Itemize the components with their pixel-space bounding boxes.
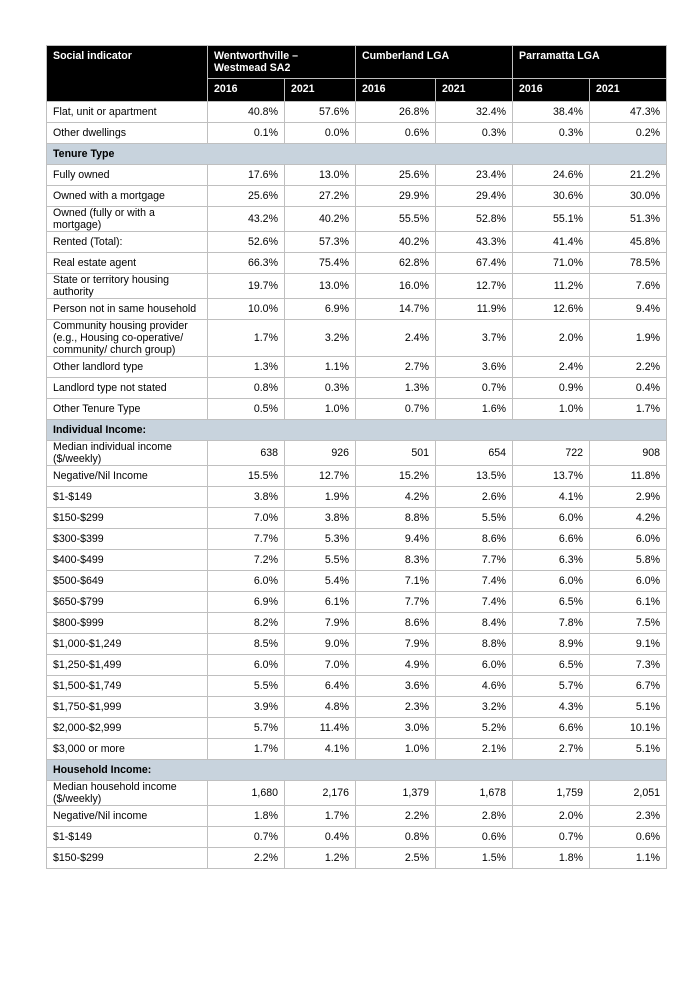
value-cell: 8.2% — [208, 613, 285, 634]
value-cell: 0.3% — [285, 378, 356, 399]
value-cell: 2,051 — [590, 781, 667, 806]
value-cell: 7.0% — [208, 508, 285, 529]
value-cell: 4.6% — [436, 676, 513, 697]
area-header-parramatta: Parramatta LGA — [513, 46, 667, 79]
value-cell: 6.4% — [285, 676, 356, 697]
indicator-label: Flat, unit or apartment — [47, 102, 208, 123]
value-cell: 1.8% — [513, 848, 590, 869]
value-cell: 3.9% — [208, 697, 285, 718]
value-cell: 2.2% — [356, 806, 436, 827]
section-row — [47, 420, 667, 441]
value-cell: 6.9% — [208, 592, 285, 613]
indicator-label: $500-$649 — [47, 571, 208, 592]
value-cell: 45.8% — [590, 232, 667, 253]
indicator-label: $300-$399 — [47, 529, 208, 550]
value-cell: 4.2% — [590, 508, 667, 529]
value-cell: 40.8% — [208, 102, 285, 123]
value-cell: 0.6% — [356, 123, 436, 144]
indicator-column-header: Social indicator — [47, 46, 208, 102]
value-cell: 9.4% — [356, 529, 436, 550]
indicator-label: Other landlord type — [47, 357, 208, 378]
section-row — [47, 144, 667, 165]
value-cell: 1,759 — [513, 781, 590, 806]
value-cell: 2.8% — [436, 806, 513, 827]
table-row — [47, 676, 667, 697]
value-cell: 51.3% — [590, 207, 667, 232]
value-cell: 2.6% — [436, 487, 513, 508]
value-cell: 6.5% — [513, 592, 590, 613]
value-cell: 2,176 — [285, 781, 356, 806]
table-row — [47, 399, 667, 420]
value-cell: 7.9% — [285, 613, 356, 634]
value-cell: 1.8% — [208, 806, 285, 827]
value-cell: 40.2% — [285, 207, 356, 232]
table-row — [47, 299, 667, 320]
section-heading: Individual Income: — [47, 420, 667, 441]
value-cell: 2.4% — [356, 320, 436, 357]
value-cell: 7.7% — [356, 592, 436, 613]
value-cell: 5.4% — [285, 571, 356, 592]
value-cell: 2.9% — [590, 487, 667, 508]
value-cell: 11.8% — [590, 466, 667, 487]
value-cell: 2.2% — [208, 848, 285, 869]
value-cell: 5.8% — [590, 550, 667, 571]
value-cell: 0.9% — [513, 378, 590, 399]
table-row — [47, 781, 667, 806]
value-cell: 3.0% — [356, 718, 436, 739]
table-row — [47, 634, 667, 655]
table-row — [47, 655, 667, 676]
value-cell: 10.1% — [590, 718, 667, 739]
value-cell: 5.3% — [285, 529, 356, 550]
value-cell: 3.2% — [436, 697, 513, 718]
value-cell: 8.6% — [436, 529, 513, 550]
indicator-label: Person not in same household — [47, 299, 208, 320]
value-cell: 55.1% — [513, 207, 590, 232]
value-cell: 1.9% — [590, 320, 667, 357]
value-cell: 13.0% — [285, 165, 356, 186]
value-cell: 2.0% — [513, 320, 590, 357]
table-row — [47, 848, 667, 869]
value-cell: 654 — [436, 441, 513, 466]
value-cell: 27.2% — [285, 186, 356, 207]
value-cell: 15.5% — [208, 466, 285, 487]
area-header-wentworthville: Wentworthville – Westmead SA2 — [208, 46, 356, 79]
value-cell: 78.5% — [590, 253, 667, 274]
value-cell: 30.6% — [513, 186, 590, 207]
value-cell: 5.1% — [590, 739, 667, 760]
value-cell: 55.5% — [356, 207, 436, 232]
year-header: 2021 — [436, 79, 513, 102]
value-cell: 0.7% — [208, 827, 285, 848]
value-cell: 13.5% — [436, 466, 513, 487]
table-row — [47, 697, 667, 718]
table-row — [47, 571, 667, 592]
table-row — [47, 827, 667, 848]
value-cell: 3.8% — [285, 508, 356, 529]
value-cell: 9.0% — [285, 634, 356, 655]
value-cell: 2.3% — [590, 806, 667, 827]
table-row — [47, 806, 667, 827]
indicator-label: Real estate agent — [47, 253, 208, 274]
indicator-label: $2,000-$2,999 — [47, 718, 208, 739]
value-cell: 6.0% — [436, 655, 513, 676]
value-cell: 0.6% — [436, 827, 513, 848]
table-row — [47, 718, 667, 739]
header-group-row — [47, 46, 667, 79]
value-cell: 501 — [356, 441, 436, 466]
value-cell: 75.4% — [285, 253, 356, 274]
value-cell: 0.8% — [208, 378, 285, 399]
value-cell: 1.7% — [208, 739, 285, 760]
value-cell: 16.0% — [356, 274, 436, 299]
value-cell: 24.6% — [513, 165, 590, 186]
table-header — [47, 46, 667, 102]
year-header: 2016 — [513, 79, 590, 102]
value-cell: 1.7% — [285, 806, 356, 827]
value-cell: 7.7% — [208, 529, 285, 550]
value-cell: 6.7% — [590, 676, 667, 697]
value-cell: 11.9% — [436, 299, 513, 320]
value-cell: 1.0% — [285, 399, 356, 420]
value-cell: 1.3% — [356, 378, 436, 399]
value-cell: 1.1% — [590, 848, 667, 869]
table-row — [47, 165, 667, 186]
value-cell: 2.1% — [436, 739, 513, 760]
value-cell: 8.6% — [356, 613, 436, 634]
value-cell: 6.0% — [208, 655, 285, 676]
indicator-label: Rented (Total): — [47, 232, 208, 253]
value-cell: 1.1% — [285, 357, 356, 378]
table-row — [47, 274, 667, 299]
value-cell: 0.5% — [208, 399, 285, 420]
area-header-cumberland: Cumberland LGA — [356, 46, 513, 79]
value-cell: 0.0% — [285, 123, 356, 144]
value-cell: 1.7% — [590, 399, 667, 420]
value-cell: 9.1% — [590, 634, 667, 655]
indicator-label: $1,750-$1,999 — [47, 697, 208, 718]
value-cell: 38.4% — [513, 102, 590, 123]
value-cell: 8.3% — [356, 550, 436, 571]
value-cell: 11.2% — [513, 274, 590, 299]
value-cell: 29.4% — [436, 186, 513, 207]
value-cell: 7.4% — [436, 592, 513, 613]
value-cell: 0.3% — [513, 123, 590, 144]
value-cell: 14.7% — [356, 299, 436, 320]
table-row — [47, 232, 667, 253]
value-cell: 7.1% — [356, 571, 436, 592]
value-cell: 8.8% — [356, 508, 436, 529]
indicator-label: Other Tenure Type — [47, 399, 208, 420]
value-cell: 52.8% — [436, 207, 513, 232]
value-cell: 5.5% — [285, 550, 356, 571]
value-cell: 0.1% — [208, 123, 285, 144]
value-cell: 1.2% — [285, 848, 356, 869]
value-cell: 7.5% — [590, 613, 667, 634]
value-cell: 4.2% — [356, 487, 436, 508]
value-cell: 67.4% — [436, 253, 513, 274]
indicator-label: $1,250-$1,499 — [47, 655, 208, 676]
value-cell: 5.7% — [513, 676, 590, 697]
value-cell: 0.4% — [285, 827, 356, 848]
indicator-label: Owned (fully or with a mortgage) — [47, 207, 208, 232]
value-cell: 0.7% — [513, 827, 590, 848]
value-cell: 66.3% — [208, 253, 285, 274]
value-cell: 23.4% — [436, 165, 513, 186]
value-cell: 11.4% — [285, 718, 356, 739]
value-cell: 17.6% — [208, 165, 285, 186]
value-cell: 1,678 — [436, 781, 513, 806]
value-cell: 25.6% — [208, 186, 285, 207]
value-cell: 926 — [285, 441, 356, 466]
indicator-label: $1-$149 — [47, 487, 208, 508]
value-cell: 0.7% — [436, 378, 513, 399]
indicator-label: $1,000-$1,249 — [47, 634, 208, 655]
year-header: 2021 — [590, 79, 667, 102]
value-cell: 5.7% — [208, 718, 285, 739]
value-cell: 722 — [513, 441, 590, 466]
value-cell: 3.7% — [436, 320, 513, 357]
indicator-label: $1-$149 — [47, 827, 208, 848]
indicator-label: $150-$299 — [47, 508, 208, 529]
value-cell: 1.6% — [436, 399, 513, 420]
value-cell: 8.5% — [208, 634, 285, 655]
value-cell: 0.2% — [590, 123, 667, 144]
value-cell: 12.6% — [513, 299, 590, 320]
value-cell: 13.7% — [513, 466, 590, 487]
value-cell: 7.9% — [356, 634, 436, 655]
social-indicator-table — [46, 45, 667, 869]
indicator-label: $150-$299 — [47, 848, 208, 869]
value-cell: 43.2% — [208, 207, 285, 232]
value-cell: 40.2% — [356, 232, 436, 253]
value-cell: 57.6% — [285, 102, 356, 123]
value-cell: 6.1% — [590, 592, 667, 613]
value-cell: 2.2% — [590, 357, 667, 378]
value-cell: 5.5% — [208, 676, 285, 697]
value-cell: 2.7% — [513, 739, 590, 760]
value-cell: 7.8% — [513, 613, 590, 634]
value-cell: 2.7% — [356, 357, 436, 378]
table-row — [47, 207, 667, 232]
indicator-label: Other dwellings — [47, 123, 208, 144]
value-cell: 6.0% — [513, 508, 590, 529]
indicator-label: $1,500-$1,749 — [47, 676, 208, 697]
value-cell: 32.4% — [436, 102, 513, 123]
value-cell: 7.6% — [590, 274, 667, 299]
value-cell: 638 — [208, 441, 285, 466]
value-cell: 1.0% — [513, 399, 590, 420]
value-cell: 19.7% — [208, 274, 285, 299]
table-row — [47, 739, 667, 760]
value-cell: 0.7% — [356, 399, 436, 420]
value-cell: 26.8% — [356, 102, 436, 123]
value-cell: 1,379 — [356, 781, 436, 806]
value-cell: 1.3% — [208, 357, 285, 378]
value-cell: 7.0% — [285, 655, 356, 676]
value-cell: 47.3% — [590, 102, 667, 123]
value-cell: 30.0% — [590, 186, 667, 207]
table-row — [47, 378, 667, 399]
value-cell: 908 — [590, 441, 667, 466]
table-row — [47, 102, 667, 123]
value-cell: 5.2% — [436, 718, 513, 739]
table-row — [47, 529, 667, 550]
year-header: 2016 — [356, 79, 436, 102]
value-cell: 8.4% — [436, 613, 513, 634]
indicator-label: $650-$799 — [47, 592, 208, 613]
table-row — [47, 550, 667, 571]
indicator-label: Owned with a mortgage — [47, 186, 208, 207]
indicator-label: $3,000 or more — [47, 739, 208, 760]
value-cell: 0.4% — [590, 378, 667, 399]
value-cell: 13.0% — [285, 274, 356, 299]
table-row — [47, 613, 667, 634]
value-cell: 4.8% — [285, 697, 356, 718]
table-row — [47, 357, 667, 378]
value-cell: 25.6% — [356, 165, 436, 186]
value-cell: 7.2% — [208, 550, 285, 571]
value-cell: 7.3% — [590, 655, 667, 676]
indicator-label: $400-$499 — [47, 550, 208, 571]
value-cell: 2.5% — [356, 848, 436, 869]
table-row — [47, 123, 667, 144]
indicator-label: Negative/Nil income — [47, 806, 208, 827]
value-cell: 7.4% — [436, 571, 513, 592]
table-row — [47, 253, 667, 274]
value-cell: 4.1% — [513, 487, 590, 508]
value-cell: 29.9% — [356, 186, 436, 207]
value-cell: 1.7% — [208, 320, 285, 357]
value-cell: 2.0% — [513, 806, 590, 827]
value-cell: 1.5% — [436, 848, 513, 869]
value-cell: 6.1% — [285, 592, 356, 613]
indicator-label: Median individual income ($/weekly) — [47, 441, 208, 466]
value-cell: 62.8% — [356, 253, 436, 274]
indicator-label: Landlord type not stated — [47, 378, 208, 399]
value-cell: 71.0% — [513, 253, 590, 274]
value-cell: 3.6% — [356, 676, 436, 697]
value-cell: 3.2% — [285, 320, 356, 357]
value-cell: 12.7% — [285, 466, 356, 487]
value-cell: 5.5% — [436, 508, 513, 529]
value-cell: 6.3% — [513, 550, 590, 571]
value-cell: 43.3% — [436, 232, 513, 253]
value-cell: 8.9% — [513, 634, 590, 655]
value-cell: 6.9% — [285, 299, 356, 320]
value-cell: 4.9% — [356, 655, 436, 676]
table-row — [47, 592, 667, 613]
value-cell: 5.1% — [590, 697, 667, 718]
table-row — [47, 320, 667, 357]
value-cell: 21.2% — [590, 165, 667, 186]
value-cell: 1.9% — [285, 487, 356, 508]
indicator-label: State or territory housing authority — [47, 274, 208, 299]
year-header: 2016 — [208, 79, 285, 102]
value-cell: 15.2% — [356, 466, 436, 487]
year-header: 2021 — [285, 79, 356, 102]
value-cell: 2.4% — [513, 357, 590, 378]
value-cell: 6.6% — [513, 718, 590, 739]
value-cell: 4.3% — [513, 697, 590, 718]
value-cell: 1.0% — [356, 739, 436, 760]
value-cell: 3.8% — [208, 487, 285, 508]
value-cell: 1,680 — [208, 781, 285, 806]
table-row — [47, 441, 667, 466]
value-cell: 10.0% — [208, 299, 285, 320]
value-cell: 8.8% — [436, 634, 513, 655]
section-row — [47, 760, 667, 781]
section-heading: Household Income: — [47, 760, 667, 781]
value-cell: 6.5% — [513, 655, 590, 676]
value-cell: 0.8% — [356, 827, 436, 848]
value-cell: 6.0% — [590, 529, 667, 550]
table-row — [47, 186, 667, 207]
value-cell: 0.3% — [436, 123, 513, 144]
value-cell: 4.1% — [285, 739, 356, 760]
indicator-label: Median household income ($/weekly) — [47, 781, 208, 806]
table-row — [47, 466, 667, 487]
table-row — [47, 508, 667, 529]
value-cell: 0.6% — [590, 827, 667, 848]
value-cell: 41.4% — [513, 232, 590, 253]
value-cell: 12.7% — [436, 274, 513, 299]
value-cell: 2.3% — [356, 697, 436, 718]
value-cell: 6.0% — [208, 571, 285, 592]
table-row — [47, 487, 667, 508]
value-cell: 6.0% — [590, 571, 667, 592]
indicator-label: $800-$999 — [47, 613, 208, 634]
table-body — [47, 102, 667, 869]
section-heading: Tenure Type — [47, 144, 667, 165]
value-cell: 9.4% — [590, 299, 667, 320]
indicator-label: Fully owned — [47, 165, 208, 186]
indicator-label: Negative/Nil Income — [47, 466, 208, 487]
value-cell: 57.3% — [285, 232, 356, 253]
value-cell: 6.6% — [513, 529, 590, 550]
value-cell: 6.0% — [513, 571, 590, 592]
value-cell: 3.6% — [436, 357, 513, 378]
indicator-label: Community housing provider (e.g., Housing co-operative/ community/ church group) — [47, 320, 208, 357]
value-cell: 7.7% — [436, 550, 513, 571]
value-cell: 52.6% — [208, 232, 285, 253]
